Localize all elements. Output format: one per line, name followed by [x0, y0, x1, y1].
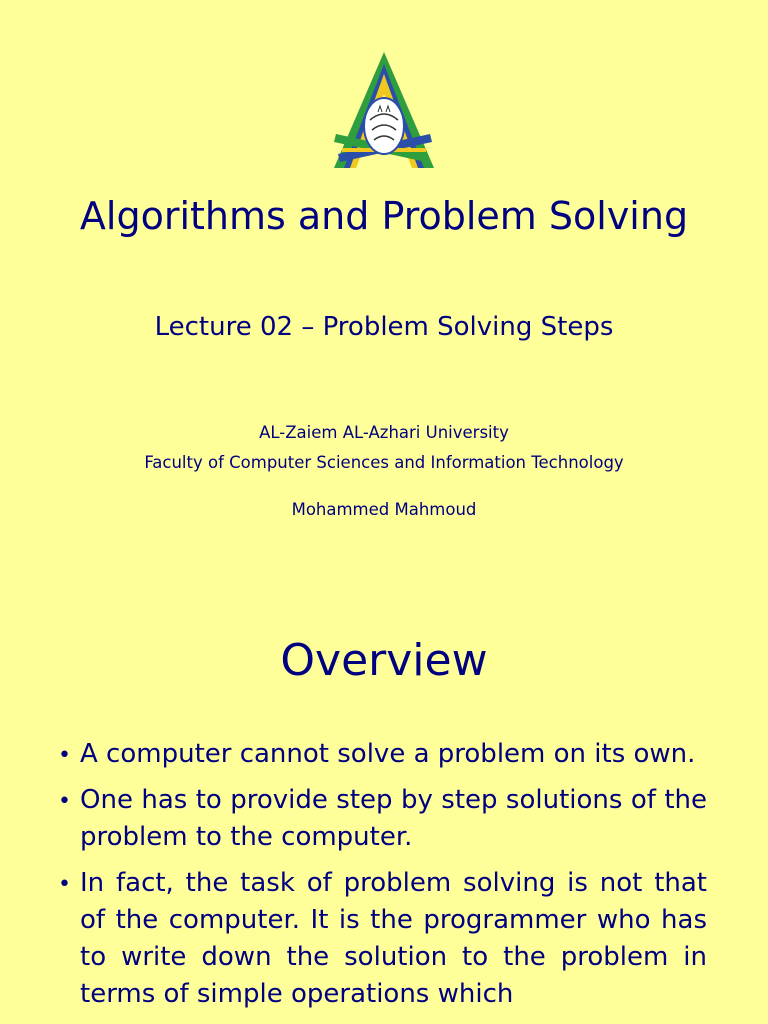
list-item	[0, 782, 768, 856]
overview-heading: Overview	[280, 635, 488, 686]
slide-title-text: Algorithms and Problem Solving	[79, 194, 689, 238]
author-name: Mohammed Mahmoud	[291, 500, 477, 519]
bullet-icon: •	[58, 743, 71, 768]
bullet-icon: •	[58, 872, 71, 897]
bullet-text: A computer cannot solve a problem on its own.	[80, 739, 696, 769]
bullet-icon: •	[58, 789, 71, 814]
faculty-name: Faculty of Computer Sciences and Information Technology	[144, 453, 624, 472]
university-name: AL-Zaiem AL-Azhari University	[259, 423, 509, 442]
list-item	[0, 736, 768, 773]
bullet-text: In fact, the task of problem solving is not that of the computer. It is the programmer who has to write down the solution to the problem in terms of simple operations which	[80, 868, 707, 1009]
university-emblem-icon	[330, 50, 438, 172]
lecture-subtitle: Lecture 02 – Problem Solving Steps	[154, 312, 614, 342]
bullet-text: One has to provide step by step solutions of the problem to the computer.	[80, 785, 707, 852]
bullet-list	[0, 736, 768, 1022]
list-item	[0, 865, 768, 1013]
